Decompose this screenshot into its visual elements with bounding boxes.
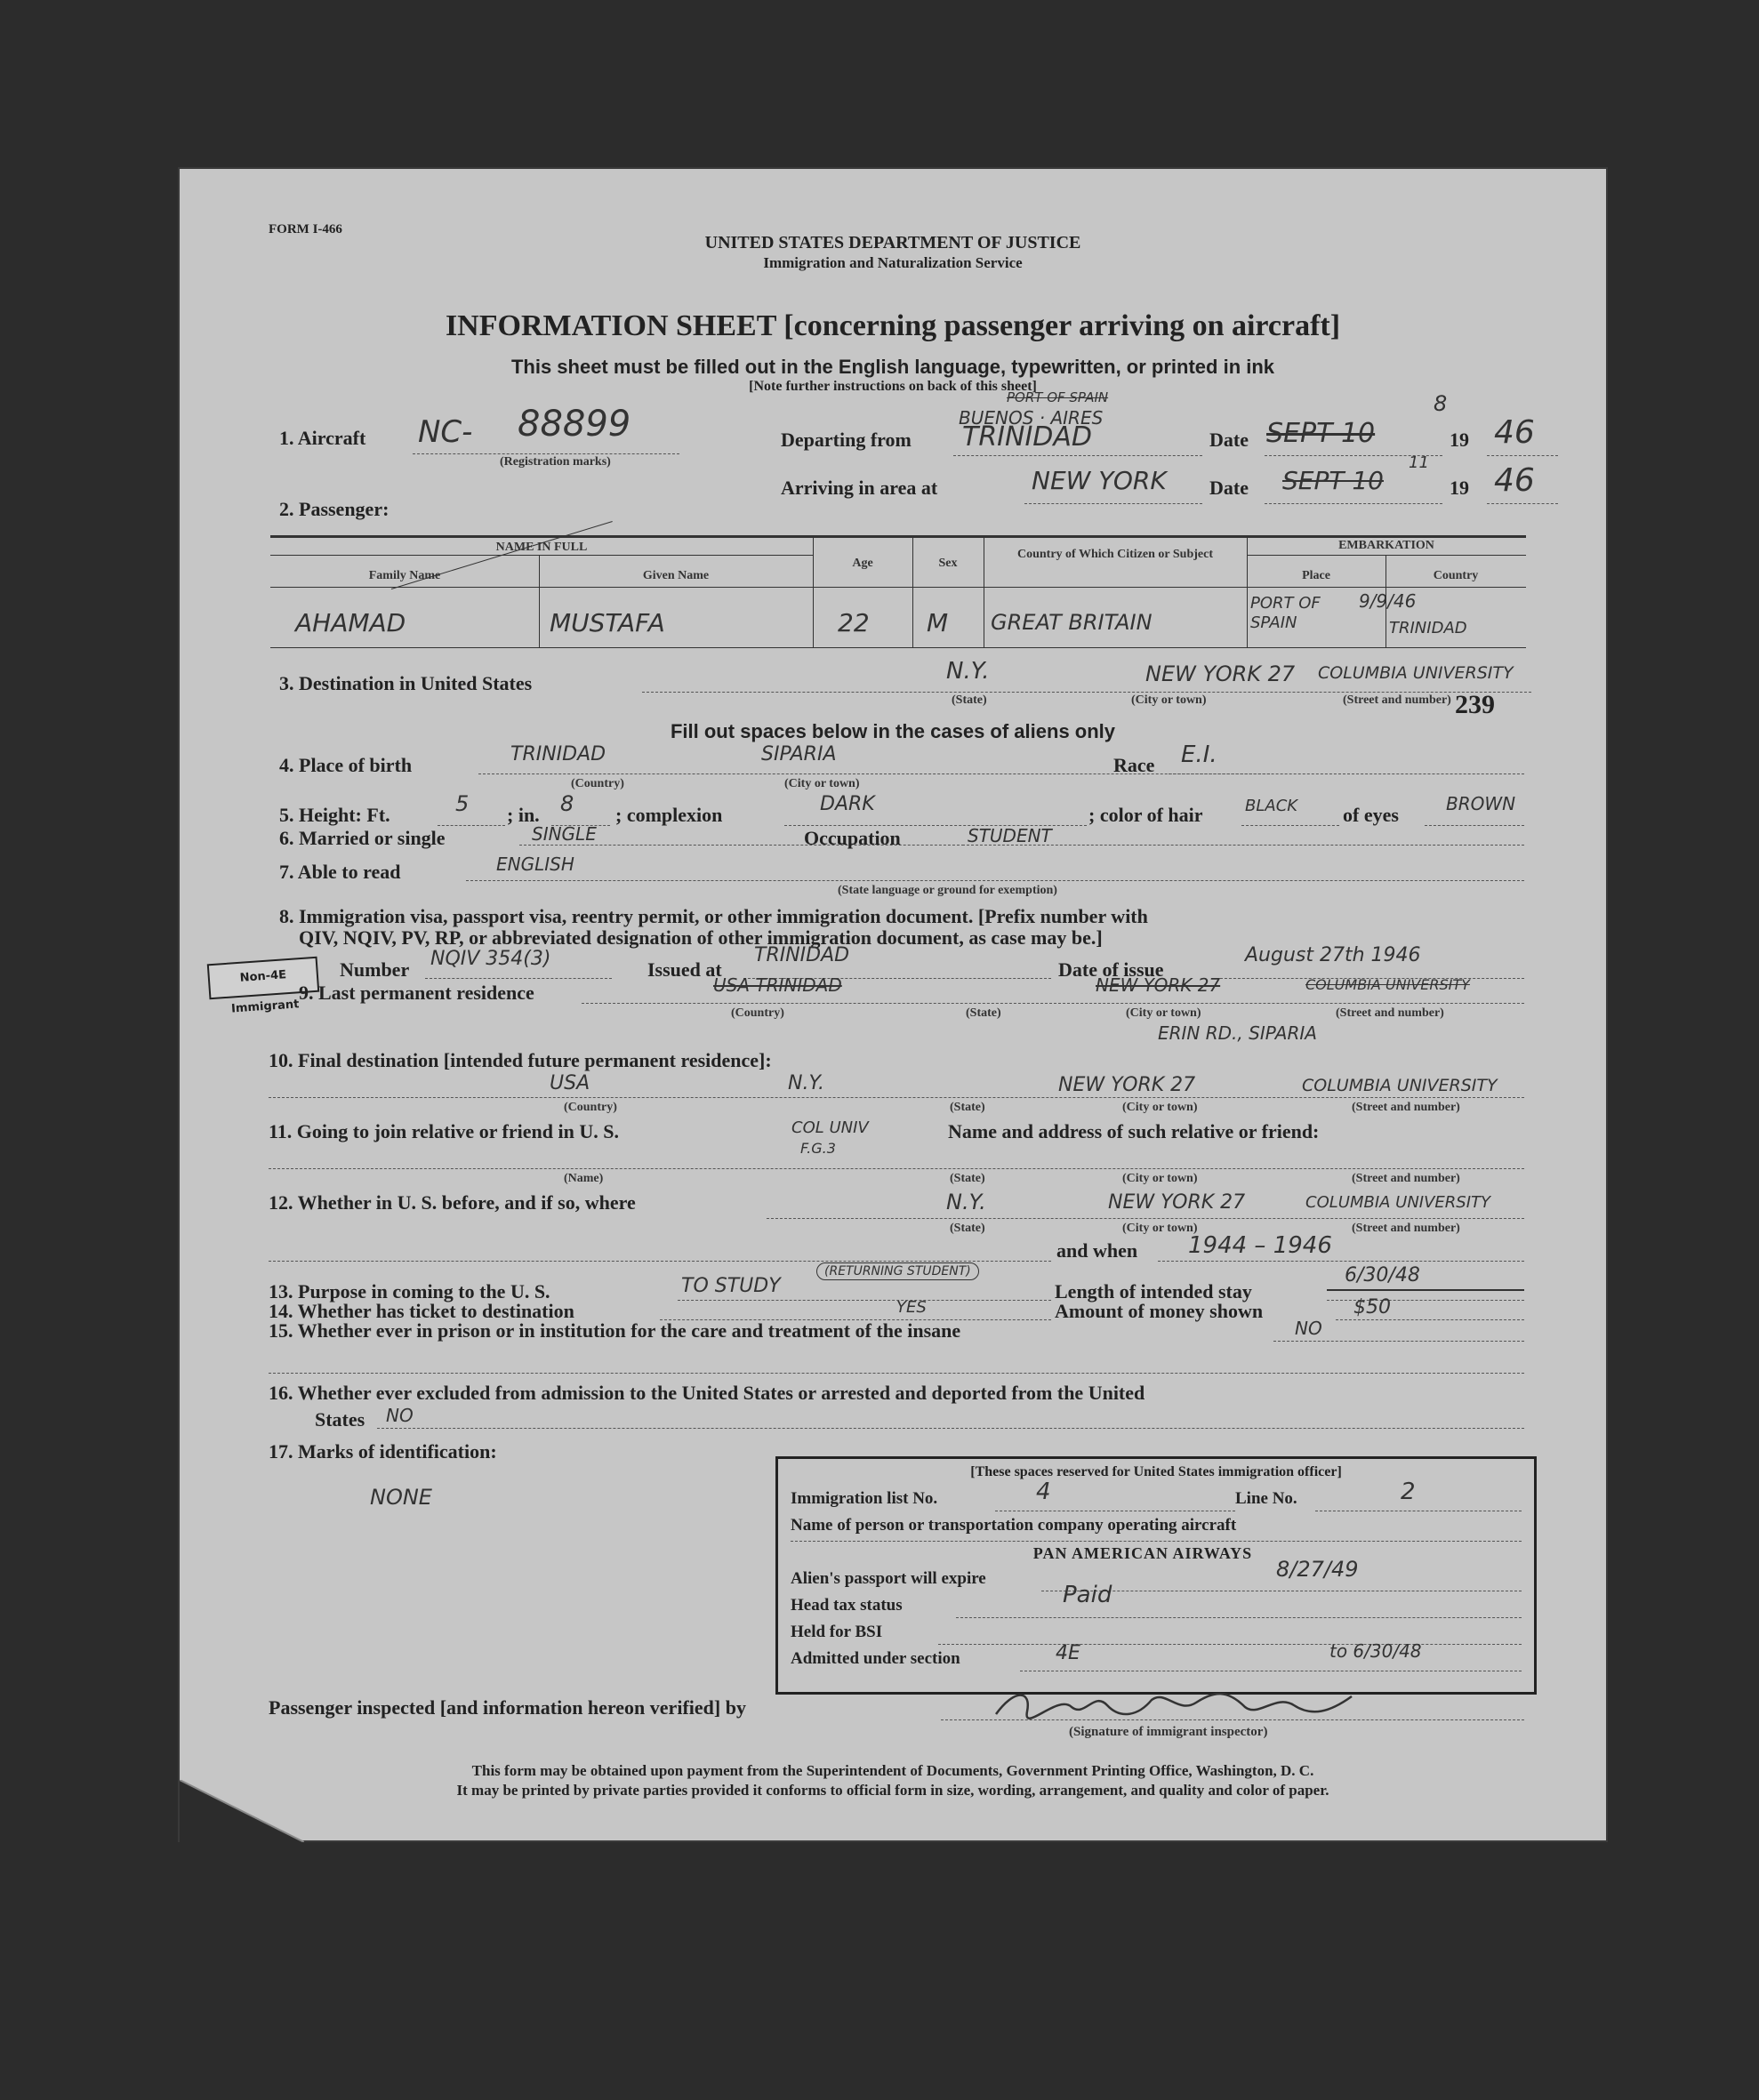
final-country: USA: [550, 1072, 590, 1094]
join-relative-sub: F.G.3: [800, 1140, 836, 1157]
footer-line-2: It may be printed by private parties provided it conforms to official form in size, wording, arrangement, and quality and color of paper.: [456, 1782, 1329, 1799]
family-name-header: Family Name: [368, 569, 441, 582]
occupation-label: Occupation: [804, 827, 901, 849]
last-residence-correction: ERIN RD., SIPARIA: [1158, 1022, 1317, 1044]
money-label: Amount of money shown: [1055, 1300, 1264, 1322]
destination-street: COLUMBIA UNIVERSITY: [1318, 663, 1514, 683]
stay-label: Length of intended stay: [1055, 1280, 1252, 1302]
prev-city-caption: (City or town): [1122, 1222, 1198, 1235]
birthplace-label: 4. Place of birth: [279, 754, 413, 776]
prison-value: NO: [1295, 1318, 1322, 1339]
race-label: Race: [1113, 754, 1155, 776]
final-city-caption: (City or town): [1122, 1101, 1198, 1114]
eyes-value: BROWN: [1446, 793, 1516, 814]
issue-date-value: August 27th 1946: [1245, 944, 1421, 966]
hair-value: BLACK: [1245, 797, 1298, 815]
ticket-label: 14. Whether has ticket to destination: [269, 1300, 574, 1322]
birth-city-caption: (City or town): [784, 777, 860, 790]
inspector-signature: [987, 1680, 1361, 1725]
departure-date-correction: 8: [1434, 391, 1448, 416]
prev-state-caption: (State): [950, 1222, 985, 1235]
arrival-date-correction: 11: [1409, 453, 1429, 472]
prev-street-caption: (Street and number): [1352, 1222, 1460, 1235]
dest-city-caption: (City or town): [1131, 693, 1207, 707]
res-country-caption: (Country): [731, 1006, 784, 1020]
citizen-header: Country of Which Citizen or Subject: [1017, 548, 1213, 561]
passenger-label: 2. Passenger:: [279, 498, 390, 520]
year-prefix: 19: [1450, 429, 1469, 451]
aircraft-registration: 88899: [518, 404, 631, 445]
form-number: FORM I-466: [269, 222, 342, 236]
read-caption: (State language or ground for exemption): [838, 884, 1057, 897]
money-value: $50: [1353, 1296, 1391, 1319]
sex-value: M: [927, 608, 949, 637]
operator-label: Name of person or transportation company operating aircraft: [791, 1516, 1237, 1535]
embarkation-header: EMBARKATION: [1338, 539, 1434, 552]
purpose-value: TO STUDY: [681, 1275, 781, 1297]
passport-expire-value: 8/27/49: [1276, 1557, 1359, 1582]
arriving-label: Arriving in area at: [781, 477, 938, 499]
issue-date-label: Date of issue: [1058, 958, 1164, 981]
last-residence-label: 9. Last permanent residence: [299, 982, 534, 1004]
line-no-label: Line No.: [1235, 1489, 1297, 1508]
visa-number-value: NQIV 354(3): [430, 948, 551, 970]
name-address-label: Name and address of such relative or friend:: [948, 1120, 1320, 1142]
list-no-value: 4: [1036, 1479, 1051, 1505]
embark-date-value: 9/9/46: [1359, 590, 1417, 612]
issued-at-value: TRINIDAD: [754, 944, 850, 966]
arrival-year-prefix: 19: [1450, 477, 1469, 499]
marital-label: 6. Married or single: [279, 827, 446, 849]
previous-state: N.Y.: [946, 1190, 986, 1214]
res-city-caption: (City or town): [1126, 1006, 1201, 1020]
bsi-label: Held for BSI: [791, 1623, 883, 1641]
destination-label: 3. Destination in United States: [279, 672, 533, 694]
department-title: UNITED STATES DEPARTMENT OF JUSTICE: [704, 233, 1081, 252]
arrival-date: SEPT 10: [1282, 466, 1384, 495]
height-ft: 5: [455, 791, 470, 816]
aliens-heading: Fill out spaces below in the cases of aliens only: [670, 720, 1116, 742]
age-value: 22: [838, 608, 870, 637]
immigrant-stamp: Non-4E Immigrant: [207, 957, 319, 1000]
country-header: Country: [1433, 569, 1479, 582]
last-residence-city: NEW YORK 27: [1096, 974, 1221, 996]
occupation-value: STUDENT: [968, 825, 1052, 846]
join-relative-label: 11. Going to join relative or friend in U. S.: [269, 1120, 619, 1142]
form-title: INFORMATION SHEET [concerning passenger arriving on aircraft]: [445, 309, 1341, 342]
previously-in-us-label: 12. Whether in U. S. before, and if so, where: [269, 1191, 636, 1214]
age-header: Age: [852, 557, 873, 570]
sex-header: Sex: [938, 557, 958, 570]
marks-value: NONE: [370, 1485, 432, 1510]
final-street: COLUMBIA UNIVERSITY: [1302, 1076, 1498, 1095]
embark-country-value: TRINIDAD: [1389, 619, 1467, 637]
footer-line-1: This form may be obtained upon payment from the Superintendent of Documents, Government Printing Office, Washington, D. C.: [471, 1762, 1314, 1779]
departing-label: Departing from: [781, 429, 912, 451]
officer-reserved-box: [775, 1456, 1537, 1695]
last-residence-street: COLUMBIA UNIVERSITY: [1305, 976, 1470, 993]
section-value: 4E: [1056, 1642, 1080, 1664]
previous-city: NEW YORK 27: [1108, 1191, 1246, 1214]
dest-state-caption: (State): [952, 693, 987, 707]
departure-year: 46: [1494, 414, 1535, 451]
folded-corner: [180, 1780, 304, 1842]
arriving-value: NEW YORK: [1032, 466, 1167, 495]
marks-label: 17. Marks of identification:: [269, 1440, 497, 1463]
join-street-caption: (Street and number): [1352, 1172, 1460, 1185]
aircraft-prefix: NC-: [418, 414, 473, 450]
departure-date: SEPT 10: [1266, 418, 1376, 449]
excluded-label-2: States: [315, 1408, 365, 1431]
prison-label: 15. Whether ever in prison or in institution for the care and treatment of the insane: [269, 1319, 961, 1342]
destination-city: NEW YORK 27: [1145, 661, 1296, 686]
signature-caption: (Signature of immigrant inspector): [1069, 1725, 1268, 1739]
join-relative-value: COL UNIV: [791, 1118, 869, 1137]
aircraft-label: 1. Aircraft: [279, 427, 366, 449]
place-header: Place: [1302, 569, 1330, 582]
citizen-value: GREAT BRITAIN: [991, 610, 1153, 635]
birth-city: SIPARIA: [761, 743, 837, 765]
registration-caption: (Registration marks): [500, 455, 611, 469]
read-label: 7. Able to read: [279, 861, 401, 883]
operator-value: PAN AMERICAN AIRWAYS: [1032, 1544, 1253, 1562]
birth-country: TRINIDAD: [510, 743, 606, 765]
join-city-caption: (City or town): [1122, 1172, 1198, 1185]
last-residence-country: USA TRINIDAD: [713, 974, 842, 996]
departing-note: BUENOS · AIRES: [959, 407, 1104, 429]
previous-street: COLUMBIA UNIVERSITY: [1305, 1193, 1491, 1212]
form-sheet: [180, 169, 1606, 1840]
marital-value: SINGLE: [532, 823, 597, 845]
dest-street-caption: (Street and number): [1343, 693, 1451, 707]
res-street-caption: (Street and number): [1336, 1006, 1444, 1020]
family-name-value: AHAMAD: [295, 608, 406, 637]
final-destination-label: 10. Final destination [intended future permanent residence]:: [269, 1049, 772, 1071]
arrival-year: 46: [1494, 462, 1535, 499]
visa-line-2: QIV, NQIV, PV, RP, or abbreviated designation of other immigration document, as case may be.]: [299, 926, 1103, 949]
height-in-label: ; in.: [507, 804, 540, 826]
final-city: NEW YORK 27: [1058, 1074, 1196, 1096]
officer-heading: [These spaces reserved for United States immigration officer]: [970, 1464, 1342, 1479]
purpose-note: (RETURNING STUDENT): [816, 1262, 979, 1280]
issued-at-label: Issued at: [647, 958, 722, 981]
res-state-caption: (State): [966, 1006, 1001, 1020]
excluded-label-1: 16. Whether ever excluded from admission to the United States or arrested and deported from the United: [269, 1382, 1145, 1404]
stamped-number: 239: [1455, 690, 1495, 719]
line-no-value: 2: [1401, 1479, 1416, 1505]
visa-number-label: Number: [340, 958, 410, 981]
service-title: Immigration and Naturalization Service: [763, 254, 1023, 271]
section-extra: to 6/30/48: [1329, 1640, 1422, 1662]
embark-place-value: PORT OF SPAIN: [1250, 594, 1321, 632]
inspected-label: Passenger inspected [and information hereon verified] by: [269, 1696, 746, 1719]
join-name-caption: (Name): [564, 1172, 604, 1185]
arrival-date-label: Date: [1209, 477, 1249, 499]
join-state-caption: (State): [950, 1172, 985, 1185]
complexion-label: ; complexion: [615, 804, 723, 826]
ticket-value: YES: [896, 1298, 927, 1317]
instruction-note: [Note further instructions on back of this sheet]: [749, 379, 1037, 394]
when-label: and when: [1056, 1239, 1138, 1262]
read-value: ENGLISH: [496, 854, 574, 875]
final-street-caption: (Street and number): [1352, 1101, 1460, 1114]
final-state: N.Y.: [788, 1072, 825, 1094]
excluded-value: NO: [386, 1405, 414, 1426]
passport-expire-label: Alien's passport will expire: [791, 1569, 986, 1588]
final-state-caption: (State): [950, 1101, 985, 1114]
height-in: 8: [560, 791, 574, 816]
section-label: Admitted under section: [791, 1649, 960, 1668]
complexion-value: DARK: [820, 793, 875, 815]
hair-label: ; color of hair: [1088, 804, 1203, 826]
race-value: E.I.: [1181, 741, 1217, 768]
height-label: 5. Height: Ft.: [279, 804, 390, 826]
final-country-caption: (Country): [564, 1101, 617, 1114]
birth-country-caption: (Country): [571, 777, 624, 790]
head-tax-label: Head tax status: [791, 1596, 903, 1615]
given-name-value: MUSTAFA: [550, 608, 665, 637]
instruction-line: This sheet must be filled out in the English language, typewritten, or printed in ink: [510, 356, 1275, 378]
destination-state: N.Y.: [946, 658, 990, 685]
visa-line-1: 8. Immigration visa, passport visa, reentry permit, or other immigration document. [Prefix number with: [279, 905, 1148, 927]
list-no-label: Immigration list No.: [791, 1489, 938, 1508]
given-name-header: Given Name: [642, 569, 710, 582]
eyes-label: of eyes: [1343, 804, 1399, 826]
head-tax-value: Paid: [1063, 1582, 1112, 1608]
when-value: 1944 – 1946: [1188, 1232, 1332, 1259]
departing-value: TRINIDAD: [962, 421, 1093, 453]
purpose-label: 13. Purpose in coming to the U. S.: [269, 1280, 550, 1302]
date-label: Date: [1209, 429, 1249, 451]
name-in-full-header: NAME IN FULL: [495, 541, 588, 554]
stay-value: 6/30/48: [1345, 1264, 1420, 1286]
departing-overwrite: PORT OF SPAIN: [1007, 389, 1109, 405]
